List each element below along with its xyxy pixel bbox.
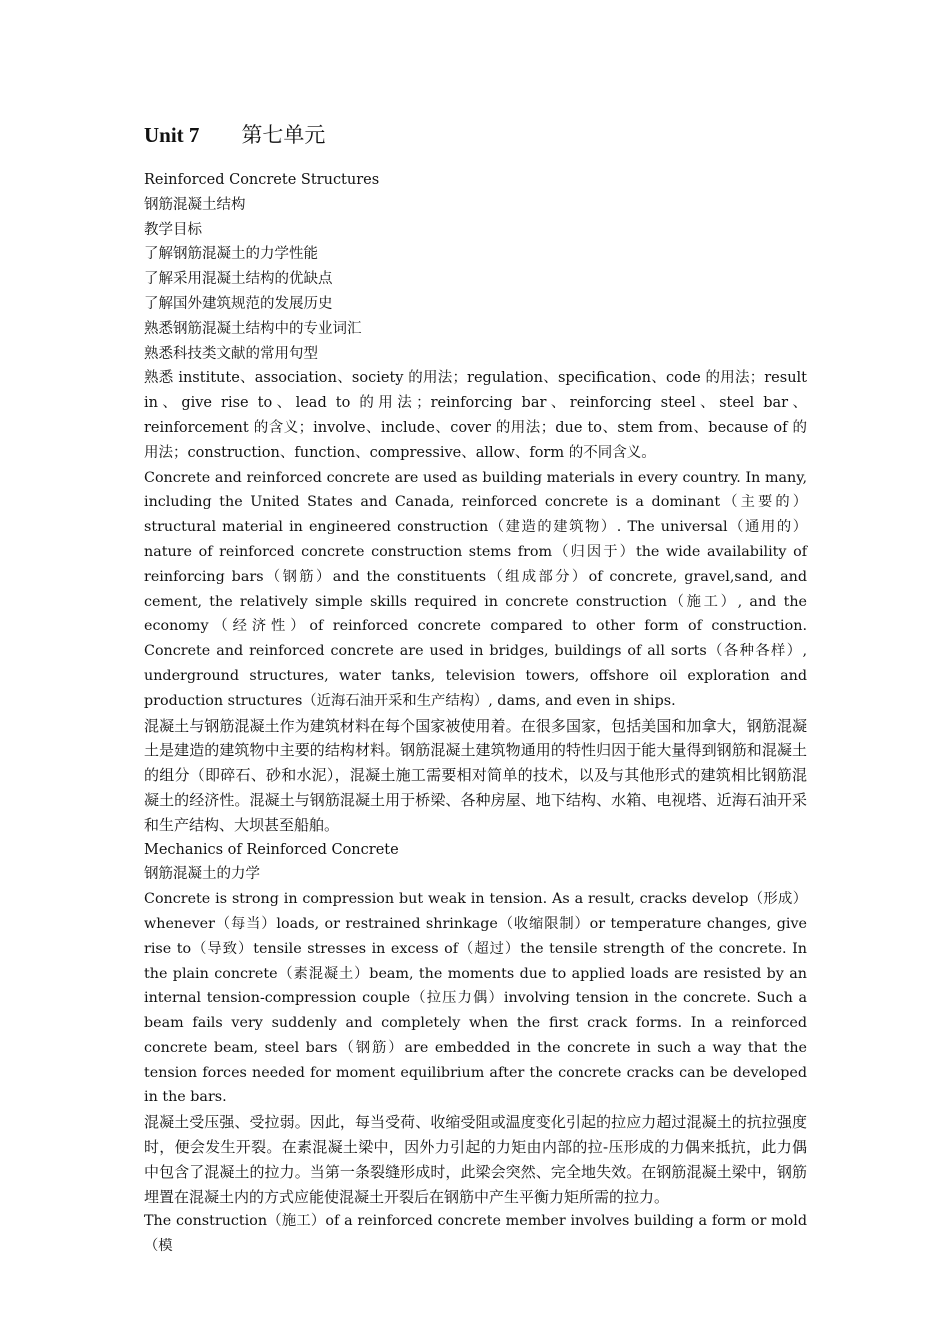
paragraph-1-en: Concrete and reinforced concrete are used as building materials in every country. In many, including the United States and Canada, reinforced concrete is a dominant（主要的） structural material in engineered construction（建造的建筑物）. The universal（通用的）nature of reinforced concrete construction stems from（归因于）the wide availability of reinforcing bars（钢筋）and the constituents（组成部分）of concrete, gravel,sand, and cement, the relatively simple skills required in concrete construction（施工）, and the economy（经济性）of reinforced concrete compared to other form of construction. Concrete and reinforced concrete are used in bridges, buildings of all sorts（各种各样）, underground structures, water tanks, television towers, offshore oil exploration and production structures（近海石油开采和生产结构）, dams, and even in ships. <box>144 469 807 709</box>
paragraph-3-en: The construction（施工）of a reinforced concrete member involves building a form or mold（模 <box>144 1213 807 1255</box>
section-title-cn: 钢筋混凝土结构 <box>144 196 246 213</box>
section-title-en: Reinforced Concrete Structures <box>144 172 380 188</box>
mechanics-title-en: Mechanics of Reinforced Concrete <box>144 841 399 858</box>
mechanics-title-cn: 钢筋混凝土的力学 <box>144 866 260 883</box>
usage-note: 熟悉 institute、association、society 的用法；regulation、specification、code 的用法；result in、give rise to、lead to 的用法；reinforcing bar、reinforcing steel、steel bar、reinforcement 的含义；involve、include、cover 的用法；due to、stem from、because of 的用法；construction、function、compressive、allow、form 的不同含义。 <box>144 370 807 461</box>
document-page <box>144 118 807 1259</box>
objective-item: 熟悉科技类文献的常用句型 <box>144 345 318 362</box>
paragraph-2-en: Concrete is strong in compression but weak in tension. As a result, cracks develop（形成）whenever（每当）loads, or restrained shrinkage（收缩限制）or temperature changes, give rise to（导致）tensile stresses in excess of（超过）the tensile strength of the concrete. In the plain concrete（素混凝土）beam, the moments due to applied loads are resisted by an internal tension-compression couple（拉压力偶）involving tension in the concrete. Such a beam fails very suddenly and completely when the first crack forms. In a reinforced concrete beam, steel bars（钢筋）are embedded in the concrete in such a way that the tension forces needed for moment equilibrium after the concrete cracks can be developed in the bars. <box>144 891 807 1106</box>
objective-item: 熟悉钢筋混凝土结构中的专业词汇 <box>144 320 362 337</box>
objective-item: 了解采用混凝土结构的优缺点 <box>144 271 333 288</box>
unit-heading <box>144 118 807 152</box>
unit-number: Unit 7 <box>144 123 200 147</box>
paragraph-1-cn: 混凝土与钢筋混凝土作为建筑材料在每个国家被使用着。在很多国家，包括美国和加拿大，钢筋混凝土是建造的建筑物中主要的结构材料。钢筋混凝土建筑物通用的特性归因于能大量得到钢筋和混凝土的组分（即碎石、砂和水泥），混凝土施工需要相对简单的技术，以及与其他形式的建筑相比钢筋混凝土的经济性。混凝土与钢筋混凝土用于桥梁、各种房屋、地下结构、水箱、电视塔、近海石油开采和生产结构、大坝甚至船舶。 <box>144 716 807 834</box>
objectives-heading: 教学目标 <box>144 221 202 238</box>
paragraph-2-cn: 混凝土受压强、受拉弱。因此，每当受荷、收缩受阻或温度变化引起的拉应力超过混凝土的抗拉强度时，便会发生开裂。在素混凝土梁中，因外力引起的力矩由内部的拉-压形成的力偶来抵抗，此力偶中包含了混凝土的拉力。当第一条裂缝形成时，此梁会突然、完全地失效。在钢筋混凝土梁中，钢筋埋置在混凝土内的方式应能使混凝土开裂后在钢筋中产生平衡力矩所需的拉力。 <box>144 1113 807 1206</box>
objective-item: 了解国外建筑规范的发展历史 <box>144 295 333 312</box>
unit-title-cn: 第七单元 <box>241 123 326 147</box>
objective-item: 了解钢筋混凝土的力学性能 <box>144 246 318 263</box>
